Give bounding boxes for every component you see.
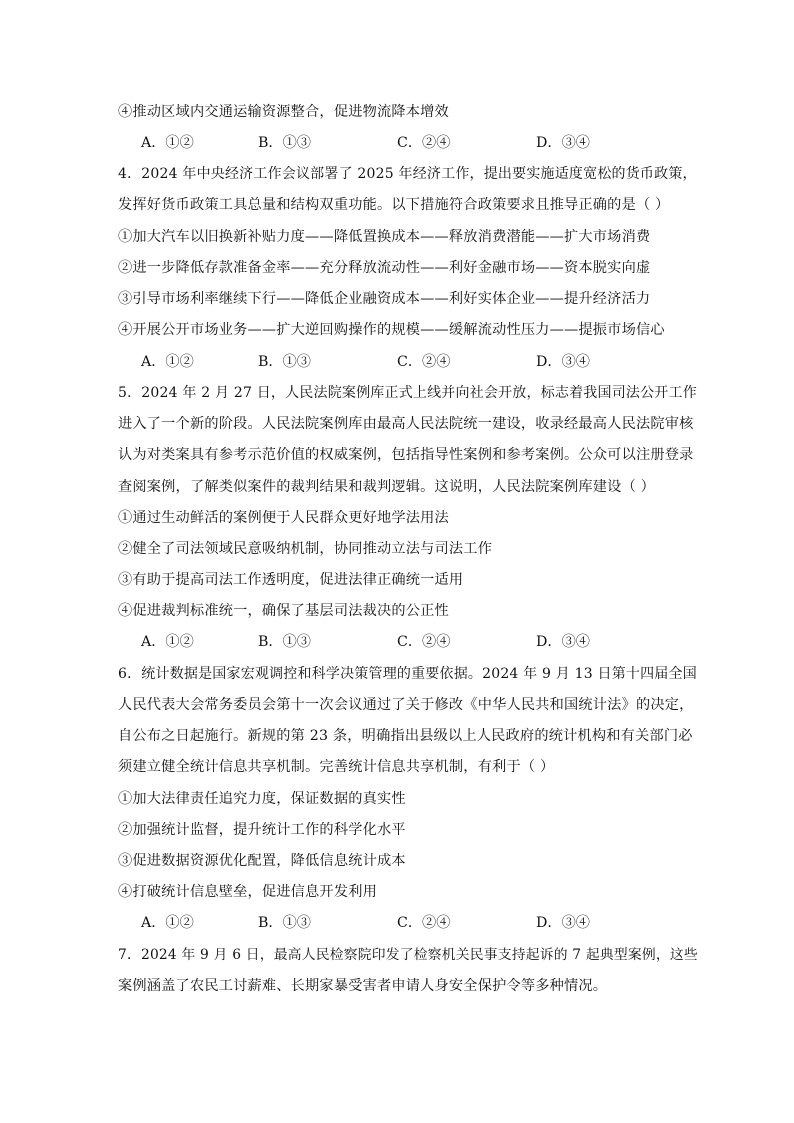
q5-option-a[interactable]: A．①②	[141, 634, 194, 650]
q5-stem-line-3: 认为对类案具有参考示范价值的权威案例，包括指导性案例和参考案例。公众可以注册登录	[118, 447, 694, 463]
q5-stem-line-2: 进入了一个新的阶段。人民法院案例库由最高人民法院统一建设，收录经最高人民法院审核	[118, 416, 694, 432]
q6-stem-line-1: 6．统计数据是国家宏观调控和科学决策管理的重要依据。2024 年 9 月 13 日第十四届全国	[118, 666, 697, 682]
q5-options	[141, 632, 661, 652]
q6-options	[141, 913, 661, 933]
q6-option-b[interactable]: B．①③	[258, 915, 311, 931]
q5-stem-line-4: 查阅案例，了解类似案件的裁判结果和裁判逻辑。这说明，人民法院案例库建设（ ）	[118, 479, 656, 495]
q6-stem-line-2: 人民代表大会常务委员会第十一次会议通过了关于修改《中华人民共和国统计法》的决定，	[118, 697, 694, 713]
q4-stem-line-2: 发挥好货币政策工具总量和结构双重功能。以下措施符合政策要求且推导正确的是（ ）	[118, 197, 670, 213]
q4-option-a[interactable]: A．①②	[141, 354, 194, 370]
q7-stem-line-1: 7．2024 年 9 月 6 日，最高人民检察院印发了检察机关民事支持起诉的 7 起典型案例，这些	[118, 947, 698, 963]
q5-statement-1: ①通过生动鲜活的案例便于人民群众更好地学法用法	[118, 510, 449, 526]
q6-statement-1: ①加大法律责任追究力度，保证数据的真实性	[118, 791, 406, 807]
q5-option-b[interactable]: B．①③	[258, 634, 311, 650]
q6-option-a[interactable]: A．①②	[141, 915, 194, 931]
q6-option-c[interactable]: C．②④	[397, 915, 451, 931]
q4-statement-3: ③引导市场利率继续下行——降低企业融资成本——利好实体企业——提升经济活力	[118, 291, 651, 307]
q5-statement-4: ④促进裁判标准统一，确保了基层司法裁决的公正性	[118, 603, 449, 619]
q6-statement-2: ②加强统计监督，提升统计工作的科学化水平	[118, 822, 406, 838]
q4-statement-2: ②进一步降低存款准备金率——充分释放流动性——利好金融市场——资本脱实向虚	[118, 260, 651, 276]
q3-statement-4: ④推动区域内交通运输资源整合，促进物流降本增效	[118, 104, 449, 120]
q6-stem-line-4: 须建立健全统计信息共享机制。完善统计信息共享机制，有利于（ ）	[118, 759, 555, 775]
q5-statement-2: ②健全了司法领域民意吸纳机制，协同推动立法与司法工作	[118, 541, 493, 557]
q3-option-d[interactable]: D．③④	[536, 135, 590, 151]
q6-option-d[interactable]: D．③④	[536, 915, 590, 931]
q5-option-d[interactable]: D．③④	[536, 634, 590, 650]
q5-stem-line-1: 5．2024 年 2 月 27 日，人民法院案例库正式上线并向社会开放，标志着我国司法公开工作	[118, 385, 697, 401]
q6-statement-4: ④打破统计信息壁垒，促进信息开发利用	[118, 884, 377, 900]
q4-option-d[interactable]: D．③④	[536, 354, 590, 370]
q7-stem-line-2: 案例涵盖了农民工讨薪难、长期家暴受害者申请人身安全保护令等多种情况。	[118, 978, 608, 994]
q3-option-a[interactable]: A．①②	[141, 135, 194, 151]
q6-stem-line-3: 自公布之日起施行。新规的第 23 条，明确指出县级以上人民政府的统计机构和有关部门必	[118, 728, 693, 744]
q4-options	[141, 352, 661, 372]
q4-statement-4: ④开展公开市场业务——扩大逆回购操作的规模——缓解流动性压力——提振市场信心	[118, 322, 665, 338]
q4-option-c[interactable]: C．②④	[397, 354, 451, 370]
q3-option-b[interactable]: B．①③	[258, 135, 311, 151]
q4-statement-1: ①加大汽车以旧换新补贴力度——降低置换成本——释放消费潜能——扩大市场消费	[118, 229, 651, 245]
q4-option-b[interactable]: B．①③	[258, 354, 311, 370]
q3-options	[141, 133, 661, 153]
q4-stem-line-1: 4．2024 年中央经济工作会议部署了 2025 年经济工作，提出要实施适度宽松的货币政策，	[118, 166, 697, 182]
q5-statement-3: ③有助于提高司法工作透明度，促进法律正确统一适用	[118, 572, 464, 588]
q3-option-c[interactable]: C．②④	[397, 135, 451, 151]
q6-statement-3: ③促进数据资源优化配置，降低信息统计成本	[118, 853, 406, 869]
q5-option-c[interactable]: C．②④	[397, 634, 451, 650]
